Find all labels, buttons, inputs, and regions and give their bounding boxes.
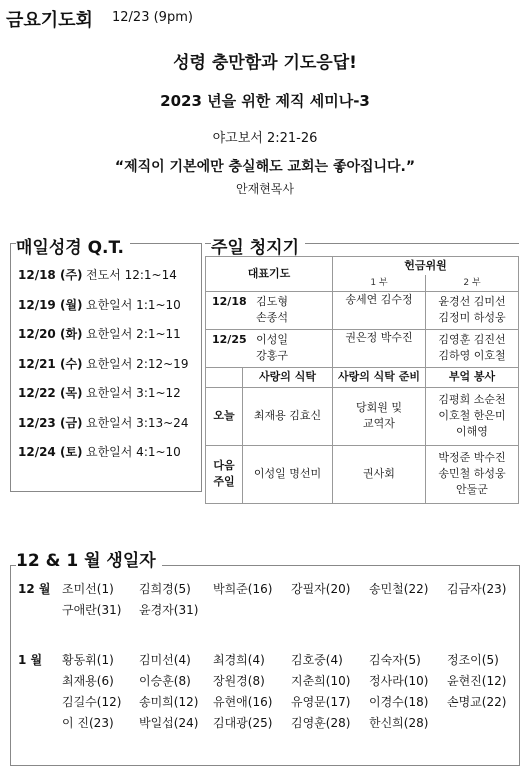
qt-verse: 요한일서 2:12~19 bbox=[86, 356, 189, 371]
qt-date: 12/23 (금) bbox=[18, 415, 83, 430]
birthday-entry: 김호중(4) bbox=[291, 653, 343, 667]
header-2bu: 2 부 bbox=[426, 275, 519, 292]
birthday-entry: 김희경(5) bbox=[139, 582, 191, 596]
next-meal-prep: 권사회 bbox=[333, 445, 426, 503]
offering-1bu-1218: 송세연 김수정 bbox=[333, 291, 426, 329]
birthday-entry: 황동휘(1) bbox=[62, 653, 114, 667]
today-kitchen: 김평희 소순천 이호철 한은미 이해영 bbox=[426, 387, 519, 445]
birthday-entry: 윤경자(31) bbox=[139, 603, 199, 617]
birthday-entry: 유영문(17) bbox=[291, 695, 351, 709]
qt-item bbox=[18, 384, 181, 401]
birthday-bottom-rule bbox=[10, 765, 520, 766]
prayer-cell-1218 bbox=[206, 291, 333, 329]
today-meal: 최재용 김효신 bbox=[243, 387, 333, 445]
birthday-entry: 정사라(10) bbox=[369, 674, 429, 688]
birthday-entry: 조미선(1) bbox=[62, 582, 114, 596]
date-1225: 12/25 bbox=[212, 333, 247, 346]
next-sunday-label: 다음 주일 bbox=[206, 445, 243, 503]
header-meal: 사랑의 식탁 bbox=[243, 367, 333, 387]
birthday-entry: 장원경(8) bbox=[213, 674, 265, 688]
blank-corner bbox=[206, 367, 243, 387]
qt-bottom-rule bbox=[10, 491, 202, 492]
qt-date: 12/22 (목) bbox=[18, 386, 83, 400]
birthday-right-rule bbox=[519, 565, 520, 765]
birthday-entry: 지춘희(10) bbox=[291, 674, 351, 688]
qt-right-rule bbox=[201, 243, 202, 491]
qt-date: 12/20 (화) bbox=[18, 327, 83, 341]
qt-item bbox=[18, 266, 177, 283]
prayer-1225: 이성일 강홍구 bbox=[256, 333, 289, 362]
birthday-entry: 박희준(16) bbox=[213, 582, 273, 596]
december-label: 12 월 bbox=[18, 582, 51, 596]
header-1bu: 1 부 bbox=[333, 275, 426, 292]
header-prayer: 대표기도 bbox=[206, 257, 333, 292]
offering-2bu-1225: 김영훈 김진선 김하영 이호철 bbox=[426, 329, 519, 367]
prayer-cell-1225 bbox=[206, 329, 333, 367]
birthday-entry: 김대광(25) bbox=[213, 716, 273, 730]
qt-section-title: 매일성경 Q.T. bbox=[16, 233, 130, 258]
scripture-reference: 야고보서 2:21-26 bbox=[212, 131, 318, 146]
next-kitchen: 박정준 박수진 송민철 하성웅 안둘군 bbox=[426, 445, 519, 503]
qt-verse: 요한일서 3:13~24 bbox=[86, 415, 189, 430]
birthday-entry: 최경희(4) bbox=[213, 653, 265, 667]
birthday-entry: 강필자(20) bbox=[291, 582, 351, 596]
today-meal-prep: 당회원 및 교역자 bbox=[333, 387, 426, 445]
sermon-subtitle: 2023 년을 위한 제직 세미나-3 bbox=[160, 92, 370, 110]
qt-date: 12/21 (수) bbox=[18, 356, 83, 371]
birthday-entry: 김길수(12) bbox=[62, 695, 122, 709]
qt-verse: 요한일서 3:1~12 bbox=[86, 386, 181, 400]
qt-item bbox=[18, 325, 181, 342]
birthday-entry: 송미희(12) bbox=[139, 695, 199, 709]
birthday-entry: 송민철(22) bbox=[369, 582, 429, 596]
sunday-section-title: 주일 청지기 bbox=[211, 233, 305, 258]
sermon-title: 성령 충만함과 기도응답! bbox=[173, 53, 357, 73]
birthday-entry: 구애란(31) bbox=[62, 603, 122, 617]
qt-item bbox=[18, 296, 181, 313]
next-meal: 이성일 명선미 bbox=[243, 445, 333, 503]
birthday-entry: 윤현진(12) bbox=[447, 674, 507, 688]
qt-item bbox=[18, 443, 181, 460]
birthday-section-title: 12 & 1 월 생일자 bbox=[16, 546, 162, 571]
qt-date: 12/19 (월) bbox=[18, 297, 83, 312]
birthday-entry: 한신희(28) bbox=[369, 716, 429, 730]
qt-item bbox=[18, 355, 188, 372]
qt-verse: 전도서 12:1~14 bbox=[86, 268, 177, 282]
birthday-entry: 손명교(22) bbox=[447, 695, 507, 709]
today-label: 오늘 bbox=[206, 387, 243, 445]
offering-2bu-1218: 윤경선 김미선 김정미 하성웅 bbox=[426, 291, 519, 329]
qt-verse: 요한일서 4:1~10 bbox=[86, 445, 181, 459]
birthday-entry: 최재용(6) bbox=[62, 674, 114, 688]
header-offering: 헌금위원 bbox=[333, 257, 519, 275]
qt-verse: 요한일서 1:1~10 bbox=[86, 297, 181, 312]
date-1218: 12/18 bbox=[212, 295, 247, 308]
birthday-entry: 정조이(5) bbox=[447, 653, 499, 667]
qt-item bbox=[18, 414, 188, 431]
birthday-left-rule bbox=[10, 565, 11, 765]
sunday-steward-table bbox=[205, 256, 519, 504]
birthday-entry: 김금자(23) bbox=[447, 582, 507, 596]
prayer-1218: 김도형 손종석 bbox=[256, 295, 289, 324]
qt-date: 12/24 (토) bbox=[18, 445, 83, 459]
header-kitchen: 부엌 봉사 bbox=[426, 367, 519, 387]
birthday-entry: 김미선(4) bbox=[139, 653, 191, 667]
birthday-entry: 김영훈(28) bbox=[291, 716, 351, 730]
birthday-entry: 유현애(16) bbox=[213, 695, 273, 709]
birthday-entry: 이경수(18) bbox=[369, 695, 429, 709]
birthday-entry: 이 진(23) bbox=[62, 716, 114, 730]
january-label: 1 월 bbox=[18, 653, 43, 667]
sermon-quote: “제직이 기본에만 충실해도 교회는 좋아집니다.” bbox=[114, 159, 416, 175]
qt-date: 12/18 (주) bbox=[18, 268, 83, 282]
birthday-entry: 이승훈(8) bbox=[139, 674, 191, 688]
speaker-name: 안재현목사 bbox=[236, 182, 294, 196]
birthday-entry: 김숙자(5) bbox=[369, 653, 421, 667]
qt-left-rule bbox=[10, 243, 11, 491]
service-date: 12/23 (9pm) bbox=[112, 10, 193, 25]
birthday-entry: 박일섭(24) bbox=[139, 716, 199, 730]
offering-1bu-1225: 권은정 박수진 bbox=[333, 329, 426, 367]
service-title: 금요기도회 bbox=[6, 10, 93, 31]
qt-verse: 요한일서 2:1~11 bbox=[86, 327, 181, 341]
header-meal-prep: 사랑의 식탁 준비 bbox=[333, 367, 426, 387]
